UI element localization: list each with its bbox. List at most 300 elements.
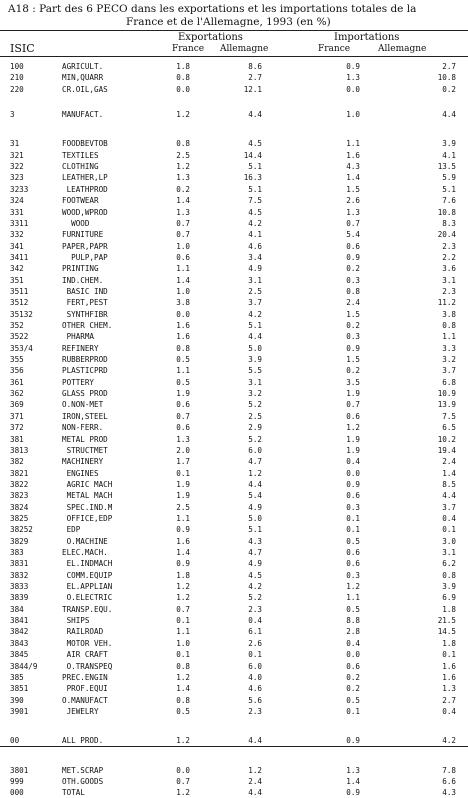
imports-france-value: 0.9 <box>346 736 360 746</box>
exports-germany-value: 4.9 <box>248 559 262 569</box>
imports-germany-value: 2.7 <box>442 62 456 71</box>
table-row <box>0 788 468 798</box>
row-label: OFFICE,EDP <box>62 513 113 523</box>
exports-france-value: 1.4 <box>176 196 190 206</box>
imports-france-value: 1.9 <box>346 434 360 444</box>
exports-germany-value: 4.4 <box>248 788 262 798</box>
imports-france-value: 0.2 <box>346 366 360 376</box>
imports-france-value: 0.6 <box>346 491 360 501</box>
isic-code: 351 <box>10 275 24 285</box>
exports-france-value: 0.6 <box>176 423 190 433</box>
exports-germany-value: 3.1 <box>248 377 262 387</box>
isic-code: 3813 <box>10 445 29 455</box>
table-row <box>0 230 468 240</box>
table-row <box>0 446 468 456</box>
exports-france-value: 1.2 <box>176 788 190 798</box>
imports-france-value: 0.2 <box>346 684 360 694</box>
exports-germany-header: Allemagne <box>220 44 269 54</box>
imports-germany-value: 5.1 <box>442 184 456 194</box>
imports-germany-value: 1.4 <box>442 468 456 478</box>
row-label: MIN,QUARR <box>62 73 104 83</box>
exports-germany-value: 2.9 <box>248 423 262 433</box>
table-row <box>0 707 468 717</box>
exports-germany-value: 0.1 <box>248 650 262 660</box>
row-label: O.MANUFACT <box>62 695 108 705</box>
table-row <box>0 62 468 72</box>
exports-germany-value: 4.5 <box>248 570 262 580</box>
imports-germany-value: 3.3 <box>442 343 456 353</box>
exports-france-value: 0.8 <box>176 695 190 705</box>
row-label: STRUCTMET <box>62 445 108 455</box>
exports-germany-value: 5.1 <box>248 525 262 535</box>
isic-code: 332 <box>10 230 24 240</box>
row-label: TEXTILES <box>62 150 99 160</box>
isic-code: 353/4 <box>10 343 33 353</box>
exports-france-value: 0.7 <box>176 604 190 614</box>
exports-france-value: 0.7 <box>176 776 190 786</box>
table-row <box>0 196 468 206</box>
exports-germany-value: 2.3 <box>248 706 262 716</box>
isic-code: 3841 <box>10 616 29 626</box>
imports-france-value: 2.4 <box>346 298 360 308</box>
exports-france-value: 1.6 <box>176 332 190 342</box>
row-label: SHIPS <box>62 616 90 626</box>
table-row <box>0 85 468 95</box>
row-label: LEATHPROD <box>62 184 108 194</box>
imports-france-value: 0.2 <box>346 321 360 330</box>
imports-france-value: 1.4 <box>346 776 360 786</box>
exports-germany-value: 1.2 <box>248 765 262 775</box>
imports-france-value: 0.6 <box>346 559 360 569</box>
table-row <box>0 627 468 637</box>
isic-code: 3822 <box>10 479 29 489</box>
imports-germany-value: 1.8 <box>442 638 456 648</box>
table-row <box>0 525 468 535</box>
exports-germany-value: 5.5 <box>248 366 262 376</box>
exports-france-value: 2.0 <box>176 445 190 455</box>
imports-france-value: 0.7 <box>346 218 360 228</box>
isic-code: 3829 <box>10 536 29 546</box>
exports-germany-value: 4.6 <box>248 241 262 251</box>
exports-germany-value: 4.2 <box>248 582 262 592</box>
imports-france-value: 0.3 <box>346 332 360 342</box>
exports-germany-value: 5.0 <box>248 513 262 523</box>
isic-code: 3831 <box>10 559 29 569</box>
imports-france-value: 0.9 <box>346 479 360 489</box>
exports-germany-value: 4.3 <box>248 536 262 546</box>
imports-france-value: 0.5 <box>346 695 360 705</box>
exports-france-value: 1.1 <box>176 513 190 523</box>
row-label: NON-FERR. <box>62 423 104 433</box>
table-row <box>0 571 468 581</box>
imports-germany-value: 5.9 <box>442 173 456 183</box>
table-row <box>0 173 468 183</box>
row-label: ELEC.MACH. <box>62 548 108 557</box>
row-label: COMM.EQUIP <box>62 570 113 580</box>
row-label: MET.SCRAP <box>62 765 104 775</box>
exports-germany-value: 4.2 <box>248 309 262 319</box>
imports-germany-value: 0.8 <box>442 321 456 330</box>
isic-code: 372 <box>10 423 24 433</box>
imports-germany-value: 0.4 <box>442 706 456 716</box>
row-label: PREC.ENGIN <box>62 672 108 682</box>
imports-france-value: 0.9 <box>346 343 360 353</box>
exports-france-value: 1.1 <box>176 627 190 637</box>
row-label: FURNITURE <box>62 230 104 240</box>
row-label: FOODBEVTOB <box>62 139 108 149</box>
exports-france-value: 1.9 <box>176 491 190 501</box>
isic-code: 384 <box>10 604 24 614</box>
table-row <box>0 344 468 354</box>
row-label: SYNTHFIBR <box>62 309 108 319</box>
row-label: MOTOR VEH. <box>62 638 113 648</box>
exports-germany-value: 4.7 <box>248 548 262 557</box>
exports-france-value: 1.3 <box>176 173 190 183</box>
table-row <box>0 219 468 229</box>
imports-germany-value: 10.8 <box>437 73 456 83</box>
imports-germany-value: 2.4 <box>442 457 456 467</box>
exports-germany-value: 2.7 <box>248 73 262 83</box>
isic-code: 3823 <box>10 491 29 501</box>
table-row <box>0 298 468 308</box>
imports-france-value: 0.9 <box>346 788 360 798</box>
table-row <box>0 559 468 569</box>
row-label: FERT,PEST <box>62 298 108 308</box>
imports-germany-value: 1.6 <box>442 661 456 671</box>
exports-germany-value: 2.5 <box>248 411 262 421</box>
isic-code: 3825 <box>10 513 29 523</box>
isic-code: 356 <box>10 366 24 376</box>
isic-code: 00 <box>10 736 20 746</box>
imports-france-value: 0.4 <box>346 457 360 467</box>
exports-germany-value: 12.1 <box>243 84 262 94</box>
exports-germany-value: 2.5 <box>248 286 262 296</box>
row-label: SPEC.IND.M <box>62 502 113 512</box>
exports-germany-value: 4.5 <box>248 139 262 149</box>
imports-france-value: 0.9 <box>346 62 360 71</box>
imports-france-value: 1.5 <box>346 309 360 319</box>
exports-germany-value: 6.0 <box>248 661 262 671</box>
row-label: WOOD <box>62 218 90 228</box>
exports-france-value: 1.6 <box>176 321 190 330</box>
isic-code: 3839 <box>10 593 29 603</box>
exports-france-value: 1.2 <box>176 593 190 603</box>
exports-france-value: 0.7 <box>176 411 190 421</box>
exports-germany-value: 4.4 <box>248 110 262 120</box>
imports-germany-value: 6.5 <box>442 423 456 433</box>
imports-germany-value: 10.9 <box>437 389 456 399</box>
isic-code: 31 <box>10 139 20 149</box>
exports-france-value: 2.5 <box>176 502 190 512</box>
isic-code: 3411 <box>10 252 29 262</box>
isic-header: ISIC <box>10 42 35 55</box>
imports-france-value: 1.5 <box>346 355 360 365</box>
exports-france-value: 1.7 <box>176 457 190 467</box>
imports-france-header: France <box>318 44 351 54</box>
table-row <box>0 355 468 365</box>
exports-france-value: 0.7 <box>176 230 190 240</box>
table-row <box>0 650 468 660</box>
isic-code: 3901 <box>10 706 29 716</box>
table-row <box>0 242 468 252</box>
imports-germany-value: 14.5 <box>437 627 456 637</box>
exports-germany-value: 14.4 <box>243 150 262 160</box>
table-row <box>0 264 468 274</box>
exports-france-value: 1.1 <box>176 264 190 274</box>
exports-france-value: 0.5 <box>176 706 190 716</box>
imports-france-value: 0.5 <box>346 604 360 614</box>
imports-france-value: 0.6 <box>346 548 360 557</box>
row-label: GLASS PROD <box>62 389 108 399</box>
table-row <box>0 480 468 490</box>
isic-code: 3844/9 <box>10 661 38 671</box>
imports-france-value: 1.2 <box>346 582 360 592</box>
exports-france-value: 0.1 <box>176 616 190 626</box>
imports-germany-value: 3.7 <box>442 502 456 512</box>
row-label: ENGINES <box>62 468 99 478</box>
imports-france-value: 0.2 <box>346 264 360 274</box>
isic-code: 381 <box>10 434 24 444</box>
imports-germany-value: 10.2 <box>437 434 456 444</box>
row-label: LEATHER,LP <box>62 173 108 183</box>
isic-code: 38252 <box>10 525 33 535</box>
exports-france-value: 0.8 <box>176 343 190 353</box>
table-row <box>0 185 468 195</box>
table-row <box>0 400 468 410</box>
table-row <box>0 321 468 331</box>
exports-germany-value: 4.6 <box>248 684 262 694</box>
table-row <box>0 412 468 422</box>
imports-france-value: 1.6 <box>346 150 360 160</box>
imports-france-value: 0.3 <box>346 502 360 512</box>
isic-code: 390 <box>10 695 24 705</box>
imports-germany-value: 4.1 <box>442 150 456 160</box>
isic-code: 324 <box>10 196 24 206</box>
exports-france-value: 1.6 <box>176 536 190 546</box>
imports-germany-value: 4.3 <box>442 788 456 798</box>
exports-france-value: 1.2 <box>176 582 190 592</box>
isic-code: 3845 <box>10 650 29 660</box>
exports-germany-value: 4.4 <box>248 332 262 342</box>
isic-code: 3832 <box>10 570 29 580</box>
imports-germany-value: 3.9 <box>442 139 456 149</box>
exports-germany-value: 6.0 <box>248 445 262 455</box>
table-row <box>0 287 468 297</box>
table-row <box>0 469 468 479</box>
row-label: EDP <box>62 525 81 535</box>
exports-germany-value: 5.2 <box>248 400 262 410</box>
table-row <box>0 696 468 706</box>
exports-germany-value: 5.1 <box>248 184 262 194</box>
exports-germany-value: 2.4 <box>248 776 262 786</box>
exports-france-value: 0.0 <box>176 765 190 775</box>
row-label: OTH.GOODS <box>62 776 104 786</box>
table-row <box>0 378 468 388</box>
table-row <box>0 310 468 320</box>
row-label: RAILROAD <box>62 627 104 637</box>
header-rule <box>0 56 468 57</box>
imports-germany-value: 10.8 <box>437 207 456 217</box>
isic-code: 000 <box>10 788 24 798</box>
row-label: PULP,PAP <box>62 252 108 262</box>
isic-code: 3851 <box>10 684 29 694</box>
imports-france-value: 0.3 <box>346 570 360 580</box>
exports-germany-value: 3.1 <box>248 275 262 285</box>
imports-germany-value: 6.8 <box>442 377 456 387</box>
exports-germany-value: 2.6 <box>248 638 262 648</box>
imports-germany-value: 1.3 <box>442 684 456 694</box>
imports-france-value: 2.6 <box>346 196 360 206</box>
table-row <box>0 332 468 342</box>
exports-germany-value: 4.1 <box>248 230 262 240</box>
isic-code: 100 <box>10 62 24 71</box>
isic-code: 3233 <box>10 184 29 194</box>
row-label: O.ELECTRIC <box>62 593 113 603</box>
exports-france-value: 1.2 <box>176 736 190 746</box>
table-row <box>0 766 468 776</box>
imports-france-value: 0.8 <box>346 286 360 296</box>
exports-france-value: 1.9 <box>176 479 190 489</box>
exports-france-value: 0.9 <box>176 559 190 569</box>
imports-germany-value: 6.2 <box>442 559 456 569</box>
row-label: MANUFACT. <box>62 110 104 120</box>
imports-france-value: 0.0 <box>346 468 360 478</box>
isic-code: 3801 <box>10 765 29 775</box>
exports-germany-value: 8.6 <box>248 62 262 71</box>
exports-france-value: 1.2 <box>176 672 190 682</box>
exports-germany-value: 3.2 <box>248 389 262 399</box>
exports-france-value: 1.4 <box>176 275 190 285</box>
exports-france-value: 1.3 <box>176 207 190 217</box>
exports-france-value: 1.4 <box>176 684 190 694</box>
imports-france-value: 0.1 <box>346 513 360 523</box>
imports-france-value: 8.8 <box>346 616 360 626</box>
row-label: PLASTICPRD <box>62 366 108 376</box>
imports-france-value: 0.1 <box>346 525 360 535</box>
isic-code: 3842 <box>10 627 29 637</box>
exports-germany-value: 3.4 <box>248 252 262 262</box>
isic-code: 3512 <box>10 298 29 308</box>
imports-france-value: 1.9 <box>346 389 360 399</box>
row-label: BASIC IND <box>62 286 108 296</box>
exports-france-value: 1.8 <box>176 570 190 580</box>
table-row <box>0 151 468 161</box>
row-label: JEWELRY <box>62 706 99 716</box>
imports-france-value: 1.1 <box>346 139 360 149</box>
exports-germany-value: 5.6 <box>248 695 262 705</box>
isic-code: 371 <box>10 411 24 421</box>
row-label: PROF.EQUI <box>62 684 108 694</box>
exports-germany-value: 16.3 <box>243 173 262 183</box>
isic-code: 3522 <box>10 332 29 342</box>
table-row <box>0 537 468 547</box>
exports-germany-value: 7.5 <box>248 196 262 206</box>
exports-germany-value: 4.9 <box>248 502 262 512</box>
exports-germany-value: 5.1 <box>248 321 262 330</box>
imports-germany-value: 3.6 <box>442 264 456 274</box>
exports-germany-value: 5.2 <box>248 434 262 444</box>
exports-france-value: 3.8 <box>176 298 190 308</box>
exports-france-value: 0.2 <box>176 184 190 194</box>
imports-germany-value: 8.3 <box>442 218 456 228</box>
exports-france-value: 1.4 <box>176 548 190 557</box>
imports-france-value: 0.6 <box>346 411 360 421</box>
imports-germany-value: 0.4 <box>442 513 456 523</box>
table-row <box>0 139 468 149</box>
row-label: EL.INDMACH <box>62 559 113 569</box>
imports-germany-value: 0.2 <box>442 84 456 94</box>
isic-code: 3 <box>10 110 15 120</box>
imports-germany-value: 21.5 <box>437 616 456 626</box>
row-label: IND.CHEM. <box>62 275 104 285</box>
imports-germany-value: 0.1 <box>442 650 456 660</box>
row-label: TOTAL <box>62 788 85 798</box>
row-label: TRANSP.EQU. <box>62 604 113 614</box>
imports-france-value: 0.6 <box>346 241 360 251</box>
imports-germany-value: 7.5 <box>442 411 456 421</box>
exports-france-value: 0.5 <box>176 377 190 387</box>
exports-germany-value: 4.2 <box>248 218 262 228</box>
imports-france-value: 1.4 <box>346 173 360 183</box>
table-row <box>0 548 468 558</box>
bottom-rule <box>0 746 468 747</box>
table-row <box>0 73 468 83</box>
exports-france-value: 0.8 <box>176 73 190 83</box>
table-row <box>0 673 468 683</box>
exports-france-header: France <box>172 44 205 54</box>
table-row <box>0 582 468 592</box>
row-label: OTHER CHEM. <box>62 321 113 330</box>
exports-germany-value: 2.3 <box>248 604 262 614</box>
exports-france-value: 1.9 <box>176 389 190 399</box>
imports-germany-value: 3.8 <box>442 309 456 319</box>
imports-germany-value: 7.8 <box>442 765 456 775</box>
table-row <box>0 736 468 746</box>
imports-france-value: 0.3 <box>346 275 360 285</box>
exports-france-value: 0.0 <box>176 84 190 94</box>
isic-code: 341 <box>10 241 24 251</box>
exports-france-value: 0.6 <box>176 400 190 410</box>
imports-germany-value: 0.8 <box>442 570 456 580</box>
imports-france-value: 0.0 <box>346 84 360 94</box>
table-row <box>0 253 468 263</box>
imports-germany-value: 11.2 <box>437 298 456 308</box>
imports-germany-value: 8.5 <box>442 479 456 489</box>
title-line-1: A18 : Part des 6 PECO dans les exportations et les importations totales de la <box>8 3 417 15</box>
exports-france-value: 1.0 <box>176 638 190 648</box>
exports-france-value: 1.0 <box>176 286 190 296</box>
imports-germany-value: 2.2 <box>442 252 456 262</box>
imports-germany-value: 2.7 <box>442 695 456 705</box>
isic-code: 3311 <box>10 218 29 228</box>
imports-germany-value: 3.2 <box>442 355 456 365</box>
exports-germany-value: 4.0 <box>248 672 262 682</box>
imports-france-value: 5.4 <box>346 230 360 240</box>
imports-germany-value: 3.1 <box>442 548 456 557</box>
exports-france-value: 1.8 <box>176 62 190 71</box>
imports-germany-value: 4.4 <box>442 110 456 120</box>
row-label: AGRIC MACH <box>62 479 113 489</box>
row-label: AGRICULT. <box>62 62 104 71</box>
row-label: METAL PROD <box>62 434 108 444</box>
table-row <box>0 514 468 524</box>
exports-germany-value: 5.2 <box>248 593 262 603</box>
row-label: CR.OIL,GAS <box>62 84 108 94</box>
table-row <box>0 662 468 672</box>
table-row <box>0 435 468 445</box>
exports-germany-value: 4.5 <box>248 207 262 217</box>
row-label: PAPER,PAPR <box>62 241 108 251</box>
